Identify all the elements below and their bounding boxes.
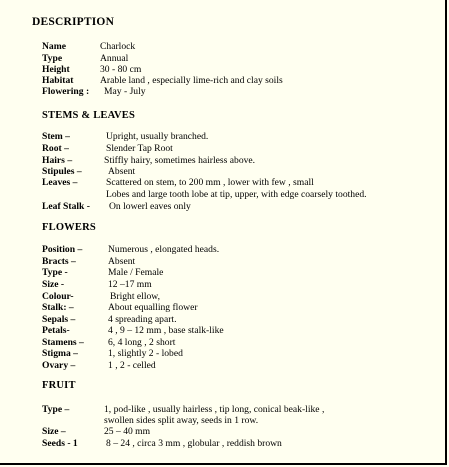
row-value: Absent: [108, 166, 136, 177]
description-heading: DESCRIPTION: [32, 16, 115, 28]
row-label: Colour-: [42, 291, 74, 302]
fruit-heading: FRUIT: [42, 380, 76, 391]
row-label: Habitat: [42, 75, 74, 86]
stems-leaves-heading: STEMS & LEAVES: [42, 110, 136, 121]
row-label: Petals-: [42, 325, 70, 336]
row-label: Stem –: [42, 131, 70, 142]
row-label: Stipules –: [42, 166, 82, 177]
row-label: Name: [42, 41, 66, 52]
row-label: Bracts –: [42, 256, 76, 267]
row-value: Arable land , especially lime-rich and clay soils: [100, 75, 283, 86]
row-label: Position –: [42, 244, 83, 255]
row-label: Hairs –: [42, 155, 73, 166]
row-label: Size -: [42, 279, 65, 290]
row-value: Slender Tap Root: [106, 143, 173, 154]
row-label: Seeds - 1: [42, 438, 78, 449]
row-value: 1 , 2 - celled: [108, 360, 156, 371]
row-label: Sepals –: [42, 314, 76, 325]
row-label: Type –: [42, 404, 70, 415]
row-value: Lobes and large tooth lobe at tip, upper, with edge coarsely toothed.: [106, 189, 367, 200]
row-value: About equalling flower: [108, 302, 198, 313]
row-value: 6, 4 long , 2 short: [108, 337, 176, 348]
row-value: 12 –17 mm: [108, 279, 152, 290]
row-value: May - July: [104, 86, 146, 97]
row-value: 30 - 80 cm: [100, 64, 142, 75]
row-value: 25 – 40 mm: [104, 426, 151, 437]
row-value: 8 – 24 , circa 3 mm , globular , reddish brown: [106, 438, 282, 449]
row-value: 4 spreading apart.: [108, 314, 177, 325]
row-value: Upright, usually branched.: [106, 131, 209, 142]
row-label: Stalk: –: [42, 302, 74, 313]
row-label: Leaves –: [42, 177, 78, 188]
row-value: Numerous , elongated heads.: [108, 244, 220, 255]
row-label: Type: [42, 53, 63, 64]
row-value: Scattered on stem, to 200 mm , lower with few , small: [106, 177, 314, 188]
row-value: 1, pod-like , usually hairless , tip long, conical beak-like ,: [104, 404, 325, 415]
row-label: Height: [42, 64, 70, 75]
row-label: Root –: [42, 143, 69, 154]
row-label: Type -: [42, 267, 68, 278]
row-value: 4 , 9 – 12 mm , base stalk-like: [108, 325, 224, 336]
row-value: Annual: [100, 53, 129, 64]
row-value: 1, slightly 2 - lobed: [108, 348, 183, 359]
row-label: Stigma –: [42, 348, 78, 359]
row-value: Stiffly hairy, sometimes hairless above.: [104, 155, 256, 166]
row-value: Charlock: [100, 41, 136, 52]
row-value: Absent: [108, 256, 136, 267]
row-label: Leaf Stalk -: [42, 201, 90, 212]
row-label: Flowering :: [42, 86, 90, 97]
row-value: Male / Female: [108, 267, 164, 278]
row-value: Bright ellow,: [110, 291, 161, 302]
row-value: swollen sides split away, seeds in 1 row.: [104, 415, 259, 426]
row-value: On lowerl eaves only: [109, 201, 191, 212]
flowers-heading: FLOWERS: [42, 222, 96, 233]
row-label: Stamens –: [42, 337, 84, 348]
row-label: Ovary –: [42, 360, 76, 371]
row-label: Size –: [42, 426, 66, 437]
